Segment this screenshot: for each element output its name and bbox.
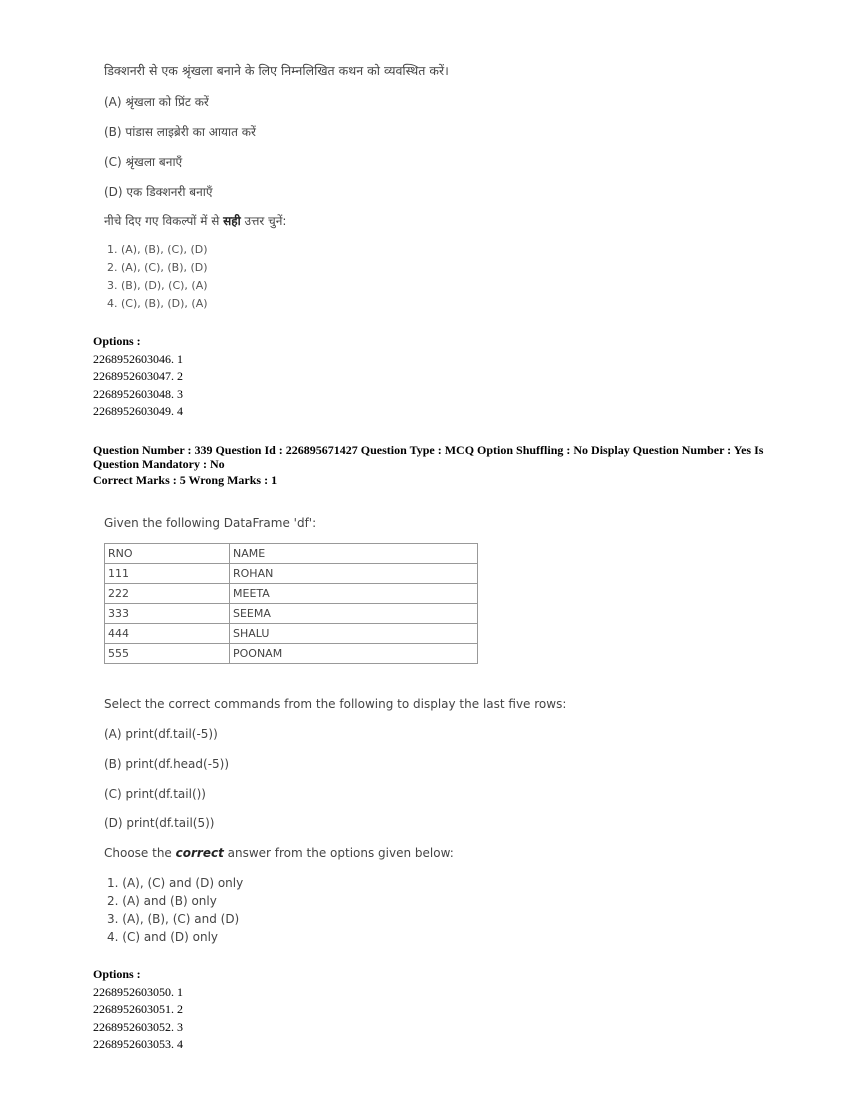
q338-answer-1: 1. (A), (B), (C), (D) [107,243,208,256]
table-row [105,604,478,624]
q338-answer-3: 3. (B), (D), (C), (A) [107,279,208,292]
q338-choose-prefix: नीचे दिए गए विकल्पों में से [104,214,224,228]
q339-intro: Given the following DataFrame 'df': [104,516,317,530]
q339-header-line1: Question Number : 339 Question Id : 226895671427 Question Type : MCQ Option Shuffling : No Display Question Number : Yes Is [93,443,764,457]
q339-answer-3: 3. (A), (B), (C) and (D) [107,912,240,926]
q339-choose-prefix: Choose the [104,846,176,860]
q338-choose-instruction [104,212,286,229]
q338-options-label: Options : [93,334,141,348]
q339-option-1: 2268952603050. 1 [93,985,183,999]
q338-stem: डिक्शनरी से एक श्रृंखला बनाने के लिए निम्नलिखित कथन को व्यवस्थित करें। [104,63,449,78]
q339-options-label: Options : [93,967,141,981]
q338-option-4: 2268952603049. 4 [93,404,183,418]
q339-statement-b: (B) print(df.head(-5)) [104,757,230,771]
q339-header-line2: Question Mandatory : No [93,457,225,471]
q338-choose-suffix: उत्तर चुनें: [240,214,287,228]
table-header-cell: NAME [230,544,478,564]
q339-stem: Select the correct commands from the following to display the last five rows: [104,697,567,711]
table-cell: 111 [105,564,230,584]
table-row [105,564,478,584]
q339-option-3: 2268952603052. 3 [93,1020,183,1034]
q339-answer-2: 2. (A) and (B) only [107,894,217,908]
q339-statement-d: (D) print(df.tail(5)) [104,816,215,830]
table-cell: SHALU [230,624,478,644]
q339-answer-1: 1. (A), (C) and (D) only [107,876,244,890]
q339-choose-bold: correct [175,846,224,860]
table-cell: MEETA [230,584,478,604]
q339-choose-suffix: answer from the options given below: [223,846,454,860]
q338-option-1: 2268952603046. 1 [93,352,183,366]
q338-statement-a: (A) श्रृंखला को प्रिंट करें [104,95,209,109]
q339-option-4: 2268952603053. 4 [93,1037,183,1051]
table-row [105,584,478,604]
q338-answer-2: 2. (A), (C), (B), (D) [107,261,208,274]
table-cell: 222 [105,584,230,604]
q339-statement-c: (C) print(df.tail()) [104,787,206,801]
table-header-row [105,544,478,564]
table-cell: SEEMA [230,604,478,624]
table-cell: 444 [105,624,230,644]
q339-choose-instruction [104,846,454,860]
table-cell: 333 [105,604,230,624]
q338-choose-bold: सही [223,214,241,228]
q339-option-2: 2268952603051. 2 [93,1002,183,1016]
table-header-cell: RNO [105,544,230,564]
q339-answer-4: 4. (C) and (D) only [107,930,219,944]
table-row [105,624,478,644]
table-row [105,644,478,664]
q338-statement-b: (B) पांडास लाइब्रेरी का आयात करें [104,125,256,139]
q339-marks: Correct Marks : 5 Wrong Marks : 1 [93,473,278,487]
table-cell: 555 [105,644,230,664]
q338-statement-d: (D) एक डिक्शनरी बनाएँ [104,185,213,199]
q338-option-2: 2268952603047. 2 [93,369,183,383]
dataframe-table [104,543,478,664]
table-cell: POONAM [230,644,478,664]
table-cell: ROHAN [230,564,478,584]
q338-option-3: 2268952603048. 3 [93,387,183,401]
q338-answer-4: 4. (C), (B), (D), (A) [107,297,208,310]
q339-statement-a: (A) print(df.tail(-5)) [104,727,218,741]
q338-statement-c: (C) श्रृंखला बनाएँ [104,155,183,169]
